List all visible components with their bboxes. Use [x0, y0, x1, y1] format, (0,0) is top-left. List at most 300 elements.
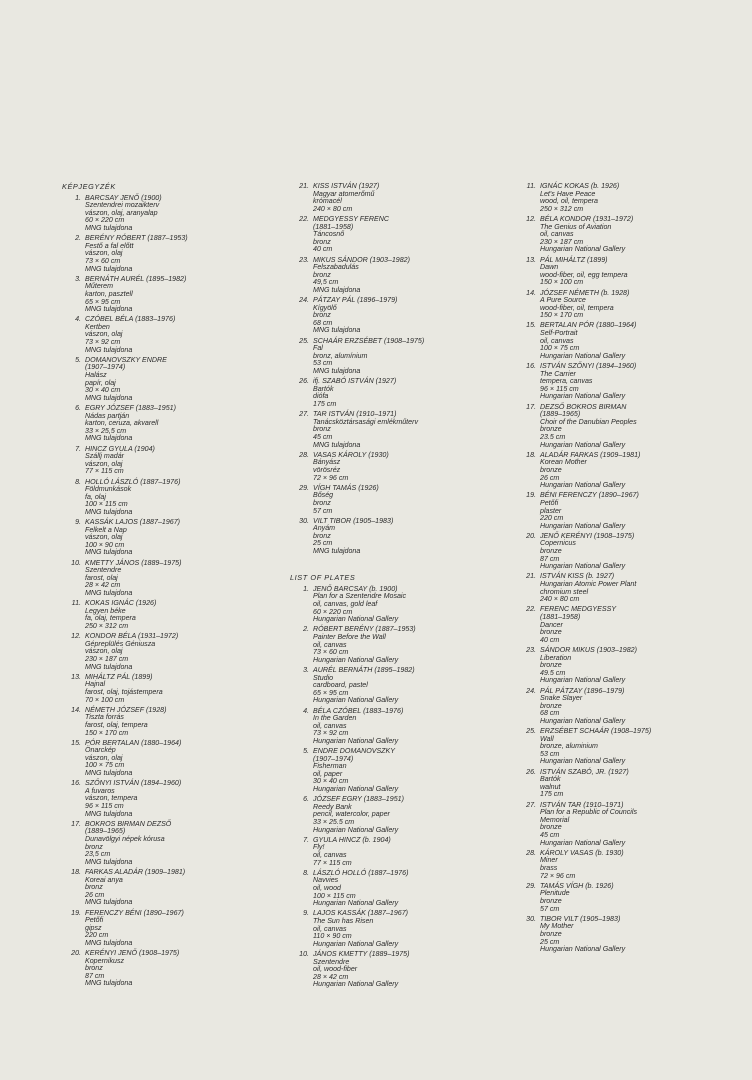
artist-name: TIBOR VILT (1905–1983) — [540, 914, 621, 923]
plate-number: 15. — [71, 738, 81, 747]
hu-list-b — [288, 183, 493, 556]
plate-detail-line: 87 cm — [540, 554, 560, 563]
plate-details — [540, 363, 730, 401]
plate-entry — [60, 707, 260, 737]
artist-name: LÁSZLÓ HOLLÓ (1887–1976) — [313, 868, 409, 877]
plate-detail-line: 53 cm — [313, 359, 333, 368]
plate-entry — [288, 951, 493, 989]
plate-detail-line: MNG tulajdona — [85, 434, 133, 443]
artist-name: JENŐ KERÉNYI (1908–1975) — [540, 531, 635, 540]
plate-detail-line: bronze — [540, 628, 562, 637]
plate-entry — [515, 647, 730, 685]
plate-detail-line: A Pure Source — [540, 296, 586, 305]
plate-detail-line: oil, paper — [313, 769, 343, 778]
plate-entry — [288, 338, 493, 376]
plate-detail-line: 57 cm — [540, 904, 560, 913]
plate-detail-line: Anyám — [313, 524, 336, 533]
plate-detail-line: oil, wood-fiber — [313, 965, 358, 974]
plate-details — [540, 916, 730, 954]
artist-name: SZŐNYI ISTVÁN (1894–1960) — [85, 779, 182, 788]
plate-number: 8. — [303, 868, 309, 877]
plate-detail-line: Hungarian National Gallery — [540, 676, 626, 685]
plate-details — [85, 869, 260, 907]
plate-detail-line: wood-fiber, oil, egg tempera — [540, 270, 628, 279]
hu-heading: KÉPJEGYZÉK — [62, 182, 116, 191]
artist-name: SCHAÁR ERZSÉBET (1908–1975) — [313, 336, 425, 345]
plate-detail-line: MNG tulajdona — [85, 548, 133, 557]
plate-entry — [515, 916, 730, 954]
plate-detail-line: 73 × 60 cm — [313, 648, 349, 657]
artist-name: KMETTY JÁNOS (1889–1975) — [85, 558, 182, 567]
plate-detail-line: Memorial — [540, 815, 570, 824]
plate-detail-line: Dawn — [540, 263, 559, 272]
plate-number: 3. — [75, 274, 81, 283]
artist-name: KASSÁK LAJOS (1887–1967) — [85, 518, 181, 527]
plate-detail-line: bronze — [540, 465, 562, 474]
artist-name: MIHÁLTZ PÁL (1899) — [85, 672, 153, 681]
plate-entry — [60, 316, 260, 354]
artist-name: GYULA HINCZ (b. 1904) — [313, 835, 391, 844]
plate-entry — [60, 276, 260, 314]
plate-detail-line: 240 × 80 cm — [313, 204, 353, 213]
plate-details — [540, 688, 730, 726]
plate-detail-line: 100 × 115 cm — [85, 500, 128, 509]
artist-name: HOLLÓ LÁSZLÓ (1887–1976) — [85, 477, 181, 486]
plate-details — [85, 316, 260, 354]
plate-number: 21. — [526, 572, 536, 581]
plate-details — [540, 290, 730, 320]
plate-detail-line: 100 × 90 cm — [85, 540, 125, 549]
plate-detail-line: Hungarian National Gallery — [540, 521, 626, 530]
plate-entry — [288, 667, 493, 705]
plate-details — [85, 276, 260, 314]
plate-details — [540, 183, 730, 213]
plate-detail-line: 68 cm — [313, 318, 333, 327]
plate-detail-line: Hungarian National Gallery — [540, 562, 626, 571]
plate-detail-line: karton, ceruza, akvarell — [85, 419, 159, 428]
plate-detail-line: 73 × 92 cm — [85, 338, 121, 347]
artist-name: KÁROLY VASAS (b. 1930) — [540, 848, 624, 857]
plate-detail-line: Tiszta forrás — [85, 713, 124, 722]
plate-number: 19. — [71, 908, 81, 917]
plate-detail-line: (1907–1974) — [85, 363, 126, 372]
plate-detail-line: 45 cm — [313, 432, 333, 441]
artist-name: HINCZ GYULA (1904) — [85, 444, 155, 453]
plate-detail-line: MNG tulajdona — [85, 809, 133, 818]
plate-details — [540, 257, 730, 287]
plate-detail-line: 230 × 187 cm — [85, 654, 129, 663]
plate-number: 3. — [303, 665, 309, 674]
plate-details — [85, 910, 260, 948]
plate-detail-line: bronze, aluminium — [540, 742, 598, 751]
plate-detail-line: 100 × 115 cm — [313, 891, 356, 900]
plate-detail-line: Szállj madár — [85, 452, 125, 461]
plate-detail-line: 25 cm — [540, 937, 560, 946]
plate-details — [313, 796, 493, 834]
plate-details — [313, 183, 493, 213]
plate-detail-line: 220 cm — [85, 931, 109, 940]
artist-name: ISTVÁN TAR (1910–1971) — [540, 800, 624, 809]
plate-detail-line: 100 × 75 cm — [540, 344, 580, 353]
plate-detail-line: A fuvaros — [85, 786, 115, 795]
plate-detail-line: brass — [540, 863, 558, 872]
plate-entry — [60, 357, 260, 403]
plate-detail-line: Hungarian Atomic Power Plant — [540, 580, 637, 589]
plate-detail-line: MNG tulajdona — [85, 507, 133, 516]
plate-detail-line: farost, olaj, tojástempera — [85, 687, 163, 696]
plate-detail-line: 250 × 312 cm — [540, 204, 584, 213]
plate-detail-line: 77 × 115 cm — [85, 467, 124, 476]
plate-number: 7. — [303, 835, 309, 844]
plate-detail-line: 26 cm — [540, 473, 560, 482]
plate-details — [540, 647, 730, 685]
plate-detail-line: Hungarian National Gallery — [313, 736, 399, 745]
plate-detail-line: Nádas partján — [85, 411, 130, 420]
plate-detail-line: walnut — [540, 782, 561, 791]
plate-detail-line: bronz — [313, 498, 331, 507]
plate-detail-line: Hungarian National Gallery — [313, 980, 399, 989]
plate-number: 2. — [303, 625, 309, 634]
artist-name: BÉLA CZÓBEL (1883–1976) — [313, 706, 404, 715]
plate-details — [313, 411, 493, 449]
plate-detail-line: 70 × 100 cm — [85, 695, 125, 704]
plate-details — [313, 626, 493, 664]
artist-name: PÓR BERTALAN (1880–1964) — [85, 738, 182, 747]
plate-entry — [515, 769, 730, 799]
plate-detail-line: Felkelt a Nap — [85, 525, 127, 534]
plate-number: 25. — [526, 727, 536, 736]
plate-detail-line: Hungarian National Gallery — [540, 245, 626, 254]
plate-details — [85, 950, 260, 988]
plate-detail-line: Plan for a Republic of Councils — [540, 808, 637, 817]
plate-entry — [288, 297, 493, 335]
plate-number: 11. — [71, 599, 81, 608]
plate-details — [540, 404, 730, 450]
plate-detail-line: 33 × 25,5 cm — [85, 426, 127, 435]
plate-entry — [288, 216, 493, 254]
plate-entry — [515, 533, 730, 571]
plate-detail-line: Fly! — [313, 843, 325, 852]
plate-number: 1. — [303, 584, 309, 593]
plate-detail-line: Felszabadulás — [313, 263, 359, 272]
plate-detail-line: MNG tulajdona — [85, 979, 133, 988]
plate-details — [313, 485, 493, 515]
plate-detail-line: 45 cm — [540, 831, 560, 839]
plate-details — [85, 405, 260, 443]
artist-name: JÓZSEF EGRY (1883–1951) — [313, 795, 404, 804]
plate-detail-line: MNG tulajdona — [85, 898, 133, 907]
plate-details — [85, 446, 260, 476]
plate-details — [540, 802, 730, 848]
plate-detail-line: vászon, olaj — [85, 647, 123, 656]
plate-detail-line: Szentendre — [313, 957, 350, 966]
plate-detail-line: Let's Have Peace — [540, 189, 596, 198]
artist-name: KOKAS IGNÁC (1926) — [85, 599, 157, 608]
artist-name: FARKAS ALADÁR (1909–1981) — [85, 867, 186, 876]
artist-name: FERENC MEDGYESSY — [540, 605, 617, 614]
plate-detail-line: plaster — [540, 506, 562, 515]
plate-detail-line: oil, wood — [313, 883, 341, 892]
artist-name: PÁL PÁTZAY (1896–1979) — [540, 686, 625, 695]
plate-details — [313, 837, 493, 867]
plate-details — [540, 728, 730, 766]
artist-name: KISS ISTVÁN (1927) — [313, 182, 380, 190]
plate-number: 9. — [75, 518, 81, 527]
plate-detail-line: 250 × 312 cm — [85, 622, 129, 630]
plate-details — [85, 780, 260, 818]
plate-details — [540, 883, 730, 913]
plate-detail-line: 68 cm — [540, 709, 560, 718]
plate-details — [540, 492, 730, 530]
plate-number: 20. — [71, 949, 81, 958]
artist-name: PÁL MIHÁLTZ (1899) — [540, 255, 608, 264]
plate-detail-line: Táncosnő — [313, 230, 345, 239]
plate-detail-line: Bartók — [540, 775, 561, 784]
plate-details — [313, 951, 493, 989]
plate-detail-line: 73 × 60 cm — [85, 256, 121, 265]
plate-detail-line: Szentendre — [85, 566, 122, 575]
plate-entry — [60, 195, 260, 233]
plate-detail-line: 23,5 cm — [85, 850, 111, 859]
artist-name: JENŐ BARCSAY (b. 1900) — [313, 584, 398, 593]
plate-detail-line: Halász — [85, 371, 107, 380]
plate-detail-line: Földmunkások — [85, 485, 132, 494]
plate-entry — [515, 850, 730, 880]
artist-name: DEZSŐ BOKROS BIRMAN — [540, 402, 627, 411]
plate-detail-line: Fal — [313, 344, 323, 353]
plate-detail-line: Plenitude — [540, 889, 570, 898]
plate-detail-line: oil, canvas — [540, 230, 574, 239]
artist-name: FERENCZY BÉNI (1890–1967) — [85, 908, 184, 917]
plate-number: 13. — [71, 672, 81, 681]
plate-detail-line: fa, olaj — [85, 492, 106, 501]
plate-details — [540, 769, 730, 799]
plate-details — [313, 518, 493, 556]
plate-detail-line: Hungarian National Gallery — [313, 655, 399, 664]
plate-entry — [60, 910, 260, 948]
plate-detail-line: Önarckép — [85, 746, 116, 755]
plate-entry — [288, 708, 493, 746]
plate-detail-line: Hungarian National Gallery — [540, 838, 626, 847]
plate-entry — [288, 748, 493, 794]
plate-detail-line: Kopernikusz — [85, 956, 125, 965]
artist-name: ENDRE DOMANOVSZKY — [313, 747, 395, 756]
plate-entry — [60, 405, 260, 443]
artist-name: EGRY JÓZSEF (1883–1951) — [85, 404, 176, 412]
plate-detail-line: MNG tulajdona — [85, 264, 133, 273]
plate-entry — [60, 600, 260, 630]
plate-detail-line: 40 cm — [313, 245, 333, 254]
plate-number: 23. — [299, 255, 309, 264]
plate-detail-line: Magyar atomerőmű — [313, 189, 375, 198]
plate-details — [540, 606, 730, 644]
plate-entry — [515, 216, 730, 254]
artist-name: BOKROS BIRMAN DEZSŐ — [85, 819, 172, 828]
plate-entry — [60, 235, 260, 273]
plate-number: 12. — [526, 214, 536, 223]
plate-detail-line: The Genius of Aviation — [540, 222, 612, 231]
plate-detail-line: oil, canvas — [313, 640, 347, 649]
artist-name: BERNÁTH AURÉL (1895–1982) — [85, 274, 187, 283]
artist-name: KONDOR BÉLA (1931–1972) — [85, 632, 179, 641]
plate-details — [313, 910, 493, 948]
plate-detail-line: Hungarian National Gallery — [540, 392, 626, 401]
plate-detail-line: oil, canvas, gold leaf — [313, 600, 378, 609]
plate-detail-line: MNG tulajdona — [85, 345, 133, 354]
plate-detail-line: farost, olaj — [85, 573, 118, 582]
plate-detail-line: bronz — [313, 425, 331, 434]
plate-detail-line: Hungarian National Gallery — [540, 716, 626, 725]
plate-detail-line: The Carrier — [540, 369, 576, 378]
plate-entry — [60, 780, 260, 818]
plate-number: 30. — [526, 914, 536, 923]
plate-detail-line: farost, olaj, tempera — [85, 720, 148, 729]
plate-entry — [515, 606, 730, 644]
plate-entry — [288, 411, 493, 449]
plate-details — [85, 707, 260, 737]
artist-name: NÉMETH JÓZSEF (1928) — [85, 705, 167, 714]
plate-entry — [515, 492, 730, 530]
plate-details — [85, 740, 260, 778]
plate-details — [85, 560, 260, 598]
artist-name: AURÉL BERNÁTH (1895–1982) — [313, 665, 415, 674]
plate-detail-line: Self-Portrait — [540, 329, 578, 338]
plate-detail-line: 72 × 96 cm — [313, 473, 349, 482]
plate-detail-line: vászon, olaj — [85, 249, 123, 258]
plate-entry — [515, 573, 730, 603]
plate-detail-line: Hungarian National Gallery — [540, 481, 626, 490]
plate-entry — [60, 479, 260, 517]
plate-details — [313, 586, 493, 624]
plate-entry — [288, 518, 493, 556]
plate-detail-line: oil, canvas — [313, 924, 347, 933]
plate-detail-line: 175 cm — [313, 400, 337, 408]
plate-detail-line: 40 cm — [540, 635, 560, 644]
plate-detail-line: bronze — [540, 701, 562, 710]
plate-entry — [515, 183, 730, 213]
plate-detail-line: Petőfi — [540, 498, 559, 507]
plate-detail-line: Miner — [540, 856, 558, 865]
plate-number: 20. — [526, 531, 536, 540]
plate-number: 27. — [526, 800, 536, 809]
plate-detail-line: Gépreplülés Géniusza — [85, 639, 156, 648]
plate-detail-line: MNG tulajdona — [85, 305, 133, 314]
plate-detail-line: tempera, canvas — [540, 377, 593, 386]
plate-detail-line: 25 cm — [313, 539, 333, 548]
plate-entry — [515, 802, 730, 848]
column-3 — [515, 183, 730, 956]
plate-number: 5. — [75, 355, 81, 364]
artist-name: MIKUS SÁNDOR (1903–1982) — [313, 255, 410, 264]
plate-details — [85, 600, 260, 630]
plate-entry — [288, 910, 493, 948]
plate-detail-line: Hungarian National Gallery — [540, 757, 626, 766]
plate-detail-line: oil, canvas — [313, 721, 347, 730]
plate-number: 21. — [299, 182, 309, 190]
artist-name: PÁTZAY PÁL (1896–1979) — [313, 296, 398, 305]
plate-detail-line: Navvies — [313, 876, 339, 885]
plate-detail-line: (1889–1965) — [85, 827, 126, 836]
artist-name: BERÉNY RÓBERT (1887–1953) — [85, 234, 188, 243]
plate-detail-line: karton, pasztell — [85, 289, 133, 298]
plate-details — [85, 821, 260, 867]
plate-entry — [60, 446, 260, 476]
plate-detail-line: (1881–1958) — [313, 222, 354, 231]
plate-detail-line: Hungarian National Gallery — [313, 899, 399, 908]
plate-number: 1. — [75, 193, 81, 202]
plate-entry — [515, 728, 730, 766]
plate-detail-line: Hungarian National Gallery — [313, 939, 399, 948]
plate-entry — [288, 452, 493, 482]
plate-detail-line: Liberation — [540, 653, 572, 662]
plate-detail-line: bronz — [85, 883, 103, 892]
plate-detail-line: Plan for a Szentendre Mosaic — [313, 592, 407, 601]
plate-details — [313, 667, 493, 705]
plate-number: 19. — [526, 491, 536, 500]
plate-number: 22. — [526, 605, 536, 614]
plate-details — [540, 452, 730, 490]
plate-number: 12. — [71, 632, 81, 641]
plate-details — [313, 257, 493, 295]
plate-detail-line: bronze — [540, 929, 562, 938]
artist-name: VASAS KÁROLY (1930) — [313, 450, 389, 459]
plate-detail-line: In the Garden — [313, 714, 357, 723]
plate-entry — [288, 837, 493, 867]
plate-detail-line: bronze — [540, 547, 562, 556]
plate-number: 17. — [526, 402, 536, 411]
plate-detail-line: 30 × 40 cm — [85, 386, 121, 395]
plate-number: 4. — [75, 315, 81, 324]
plate-detail-line: 65 × 95 cm — [313, 688, 349, 697]
plate-entry — [288, 626, 493, 664]
plate-entry — [515, 322, 730, 360]
plate-detail-line: Fisherman — [313, 762, 347, 771]
plate-entry — [515, 404, 730, 450]
plate-detail-line: 60 × 220 cm — [313, 607, 353, 616]
plate-entry — [60, 633, 260, 671]
plate-detail-line: bronz — [313, 270, 331, 279]
plate-entry — [60, 869, 260, 907]
plate-detail-line: Painter Before the Wall — [313, 633, 386, 641]
plate-detail-line: 77 × 115 cm — [313, 858, 352, 867]
plate-detail-line: MNG tulajdona — [85, 223, 133, 232]
plate-detail-line: diófa — [313, 392, 329, 401]
plate-number: 10. — [299, 949, 309, 958]
plate-detail-line: 230 × 187 cm — [540, 237, 584, 246]
plate-detail-line: Studio — [313, 673, 334, 682]
plate-number: 24. — [299, 296, 309, 305]
plate-detail-line: MNG tulajdona — [85, 938, 133, 947]
plate-detail-line: MNG tulajdona — [313, 547, 361, 556]
plate-detail-line: MNG tulajdona — [313, 285, 361, 294]
plate-details — [85, 519, 260, 557]
plate-detail-line: fa, olaj, tempera — [85, 614, 136, 623]
artist-name: JÓZSEF NÉMETH (b. 1928) — [540, 288, 630, 297]
plate-detail-line: MNG tulajdona — [85, 769, 133, 778]
plate-detail-line: 72 × 96 cm — [540, 871, 576, 880]
plate-details — [313, 338, 493, 376]
plate-detail-line: vászon, olaj, aranyalap — [85, 208, 158, 217]
plate-detail-line: Bőség — [313, 491, 334, 500]
plate-number: 27. — [299, 410, 309, 419]
plate-number: 18. — [526, 450, 536, 459]
plate-detail-line: Snake Slayer — [540, 694, 583, 703]
artist-name: JÁNOS KMETTY (1889–1975) — [313, 949, 410, 958]
plate-entry — [288, 870, 493, 908]
plate-detail-line: 28 × 42 cm — [85, 581, 121, 590]
plate-number: 6. — [303, 795, 309, 804]
plate-detail-line: 49,5 cm — [313, 278, 339, 287]
